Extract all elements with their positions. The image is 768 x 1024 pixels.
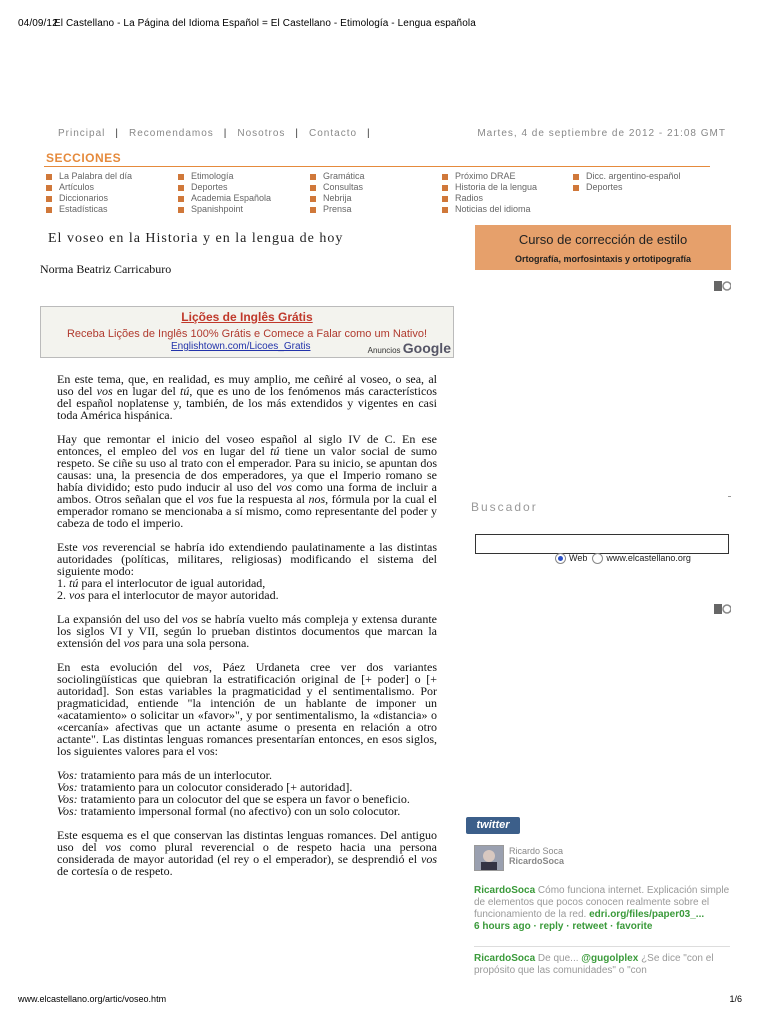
search-input[interactable]	[475, 534, 729, 554]
sections-column	[46, 171, 132, 215]
paragraph: La expansión del uso del vos se habría vuelto más compleja y extensa durante los siglos VI y VII, según lo prueban distintos documentos que marcan la extensión del vos para una sola persona.	[57, 612, 437, 650]
current-datetime: Martes, 4 de septiembre de 2012 - 21:08 GMT	[477, 128, 726, 139]
italic-term: vos	[181, 612, 198, 626]
italic-term: tú	[69, 576, 79, 590]
google-logo: Google	[402, 340, 451, 356]
italic-term: vos	[105, 840, 122, 854]
section-link[interactable]	[310, 171, 365, 182]
bullet-icon	[442, 207, 448, 213]
section-link[interactable]	[442, 171, 537, 182]
divider	[728, 496, 731, 497]
ads-by-google[interactable]	[368, 340, 451, 356]
section-link[interactable]	[46, 171, 132, 182]
speaker-icon[interactable]	[713, 279, 731, 293]
print-url: www.elcastellano.org/artic/voseo.htm	[18, 994, 167, 1004]
section-link[interactable]	[442, 204, 537, 215]
paragraph: Vos: tratamiento para más de un interlocutor. Vos: tratamiento para un colocutor considerado [+ autoridad]. Vos: tratamiento para un colocutor del que se espera un favor o beneficio. Vos: tratamiento impersonal formal (no afectivo) con un solo colocutor.	[57, 768, 410, 818]
nav-contacto[interactable]: Contacto	[309, 128, 358, 139]
page-number: 1/6	[729, 994, 742, 1004]
twitter-name: Ricardo Soca	[509, 846, 564, 856]
section-link[interactable]	[178, 171, 271, 182]
tweet-text: Cómo funciona internet. Explicación simple de elementos que pocos conocen realmente sobre el funcionamiento de la red.	[474, 885, 730, 920]
italic-term: vos	[69, 588, 85, 602]
paragraph: Hay que remontar el inicio del voseo español al siglo IV de C. En ese entonces, el empleo del vos en lugar del tú tiene un valor social de sumo respeto. Se ciñe su uso al trato con el emperador. Para su inicio, se apuntan dos causas: una, la presencia de dos emperadores, ya que el Imperio romano se había dividido; esto pudo inducir al uso del vos como una forma de incluir a ambos. Otros señalan que el vos fue la respuesta al nos, fórmula por la cual el emperador romano se mencionaba a sí mismo, como representante del poder y cabeza de todo el imperio.	[57, 432, 438, 530]
sections-column	[310, 171, 365, 215]
italic-term: vos	[96, 384, 113, 398]
tweet	[474, 953, 730, 977]
bullet-icon	[46, 207, 52, 213]
section-link-label: Spanishpoint	[191, 204, 244, 214]
section-link-label: Academia Española	[191, 193, 272, 203]
twitter-handle: RicardoSoca	[509, 856, 565, 866]
italic-term: vos	[82, 540, 99, 554]
article-author: Norma Beatriz Carricaburo	[40, 262, 172, 276]
article-title: El voseo en la Historia y en la lengua de hoy	[48, 231, 344, 246]
section-link-label: Historia de la lengua	[455, 182, 538, 192]
section-link[interactable]	[178, 182, 271, 193]
italic-term: Vos:	[57, 804, 78, 818]
paragraph: Este esquema es el que conservan las distintas lenguas romances. Del antiguo uso del vos como plural reverencial o de respeto hacia una persona considerada de mayor autoridad (el rey o el emperador), se desprendió el vos de cortesía o de respeto.	[57, 828, 437, 878]
search-scope	[555, 553, 691, 564]
bullet-icon	[310, 207, 316, 213]
twitter-profile[interactable]	[509, 846, 564, 866]
tweet-user[interactable]: RicardoSoca	[474, 885, 536, 896]
section-link-label: Artículos	[59, 182, 95, 192]
sections-column	[442, 171, 537, 215]
nav-recomendamos[interactable]: Recomendamos	[128, 128, 214, 139]
bullet-icon	[442, 174, 448, 180]
ad-title[interactable]: Lições de Inglês Grátis	[181, 310, 313, 324]
section-link[interactable]	[573, 171, 681, 182]
top-nav: Principal | Recomendamos | Nosotros | Contacto |	[58, 128, 371, 139]
style-course-banner[interactable]	[475, 225, 731, 270]
bullet-icon	[310, 174, 316, 180]
section-link-label: Nebrija	[323, 193, 352, 203]
section-link-label: Dicc. argentino-español	[586, 171, 681, 181]
section-link-label: Próximo DRAE	[455, 171, 516, 181]
twitter-logo[interactable]: twitter	[466, 817, 520, 834]
section-link[interactable]	[442, 182, 537, 193]
radio-web-label: Web	[569, 553, 588, 563]
bullet-icon	[46, 185, 52, 191]
google-ad[interactable]	[40, 306, 454, 358]
ad-link[interactable]: Englishtown.com/Licoes_Gratis	[171, 341, 311, 352]
avatar-portrait	[475, 846, 503, 870]
section-link[interactable]	[46, 204, 132, 215]
section-link[interactable]	[442, 193, 537, 204]
tweet	[474, 885, 730, 933]
italic-term: vos	[193, 660, 210, 674]
article-body	[57, 373, 437, 889]
bullet-icon	[178, 207, 184, 213]
section-link[interactable]	[46, 193, 132, 204]
bullet-icon	[178, 196, 184, 202]
italic-term: Vos:	[57, 792, 78, 806]
promo-subtitle: Ortografía, morfosintaxis y ortotipografía	[514, 254, 692, 264]
bullet-icon	[310, 185, 316, 191]
anuncios-label: Anuncios	[367, 346, 401, 355]
section-link-label: Deportes	[586, 182, 623, 192]
italic-term: nos	[308, 492, 326, 506]
print-date: 04/09/12	[18, 18, 58, 29]
section-link[interactable]	[310, 182, 365, 193]
bullet-icon	[573, 185, 579, 191]
paragraph: En este tema, que, en realidad, es muy amplio, me ceñiré al voseo, o sea, al uso del vos en lugar del tú, que es uno de los fenómenos más característicos del español noplatense y, también, de los más extendidos y vigentes en casi toda América hispánica.	[57, 372, 437, 422]
section-link-label: Prensa	[323, 204, 352, 214]
section-link-label: Estadísticas	[59, 204, 108, 214]
bullet-icon	[178, 174, 184, 180]
tweet-divider	[474, 946, 730, 947]
section-link-label: Radios	[455, 193, 484, 203]
section-link-label: La Palabra del día	[59, 171, 133, 181]
tweet-meta[interactable]: 6 hours ago · reply · retweet · favorite	[474, 921, 653, 932]
paragraph: En esta evolución del vos, Páez Urdaneta cree ver dos variantes sociolingüísticas que quiebran la estratificación original de [+ poder] o [+ autoridad]. Son estas variables la pragmaticidad y el sentimentalismo. Por pragmaticidad, entiende "la intención de un hablante de imponer un «acatamiento» o solicitar un «favor»", y por sentimentalismo, la «distancia» o «cercanía» afectivas que un actante asume o presenta en relación a otro actante". Las distintas lenguas romances presentarían entonces, en esos siglos, los siguientes valores para el vos:	[57, 660, 438, 758]
paragraph: Este vos reverencial se habría ido extendiendo paulatinamente a las distintas autoridades (políticas, militares, religiosas) modificando el sistema del siguiente modo: 1. tú para el interlocutor de igual autoridad, 2. vos para el interlocutor de mayor autoridad.	[57, 540, 437, 602]
bullet-icon	[46, 174, 52, 180]
italic-term: tú	[180, 384, 190, 398]
italic-term: Vos:	[57, 780, 78, 794]
sections-column	[573, 171, 681, 193]
ad-text: Receba Lições de Inglês 100% Grátis e Comece a Falar como um Nativo!	[66, 328, 428, 340]
italic-term: vos	[182, 444, 199, 458]
speaker-icon[interactable]	[713, 602, 731, 616]
bullet-icon	[442, 185, 448, 191]
section-link[interactable]	[310, 204, 365, 215]
section-link[interactable]	[178, 204, 271, 215]
italic-term: Vos:	[57, 768, 78, 782]
italic-term: vos	[123, 636, 140, 650]
section-link-label: Deportes	[191, 182, 228, 192]
italic-term: vos	[421, 852, 437, 866]
section-link-label: Noticias del idioma	[455, 204, 531, 214]
section-link[interactable]	[178, 193, 271, 204]
bullet-icon	[310, 196, 316, 202]
section-link-label: Diccionarios	[59, 193, 109, 203]
bullet-icon	[46, 196, 52, 202]
section-link-label: Gramática	[323, 171, 365, 181]
sections-column	[178, 171, 271, 215]
tweet-link[interactable]: edri.org/files/paper03_...	[589, 909, 705, 920]
section-link[interactable]	[310, 193, 365, 204]
tweet-text: De que...	[537, 953, 579, 964]
tweet-mention[interactable]: @gugolplex	[581, 953, 639, 964]
italic-term: tú	[270, 444, 280, 458]
section-link[interactable]	[573, 182, 681, 193]
section-link-label: Etimología	[191, 171, 234, 181]
section-link[interactable]	[46, 182, 132, 193]
section-link-label: Consultas	[323, 182, 364, 192]
italic-term: vos	[197, 492, 214, 506]
print-header	[18, 18, 476, 29]
tweet-text-rest: ¿Se dice "con el propósito que las comunidades" o "con	[474, 953, 714, 976]
promo-title: Curso de corrección de estilo	[518, 232, 688, 247]
sections-divider	[44, 166, 710, 167]
bullet-icon	[573, 174, 579, 180]
bullet-icon	[442, 196, 448, 202]
sections-title: SECCIONES	[46, 151, 122, 165]
radio-site-label: www.elcastellano.org	[606, 553, 691, 563]
radio-web[interactable]	[555, 553, 566, 564]
tweet-user[interactable]: RicardoSoca	[474, 953, 536, 964]
page-title: El Castellano - La Página del Idioma Español = El Castellano - Etimología - Lengua española	[54, 18, 476, 29]
nav-principal[interactable]: Principal	[58, 128, 106, 139]
italic-term: vos	[276, 480, 293, 494]
avatar[interactable]	[474, 845, 504, 871]
radio-site[interactable]	[592, 553, 603, 564]
bullet-icon	[178, 185, 184, 191]
nav-nosotros[interactable]: Nosotros	[237, 128, 286, 139]
search-heading: Buscador	[471, 500, 538, 514]
